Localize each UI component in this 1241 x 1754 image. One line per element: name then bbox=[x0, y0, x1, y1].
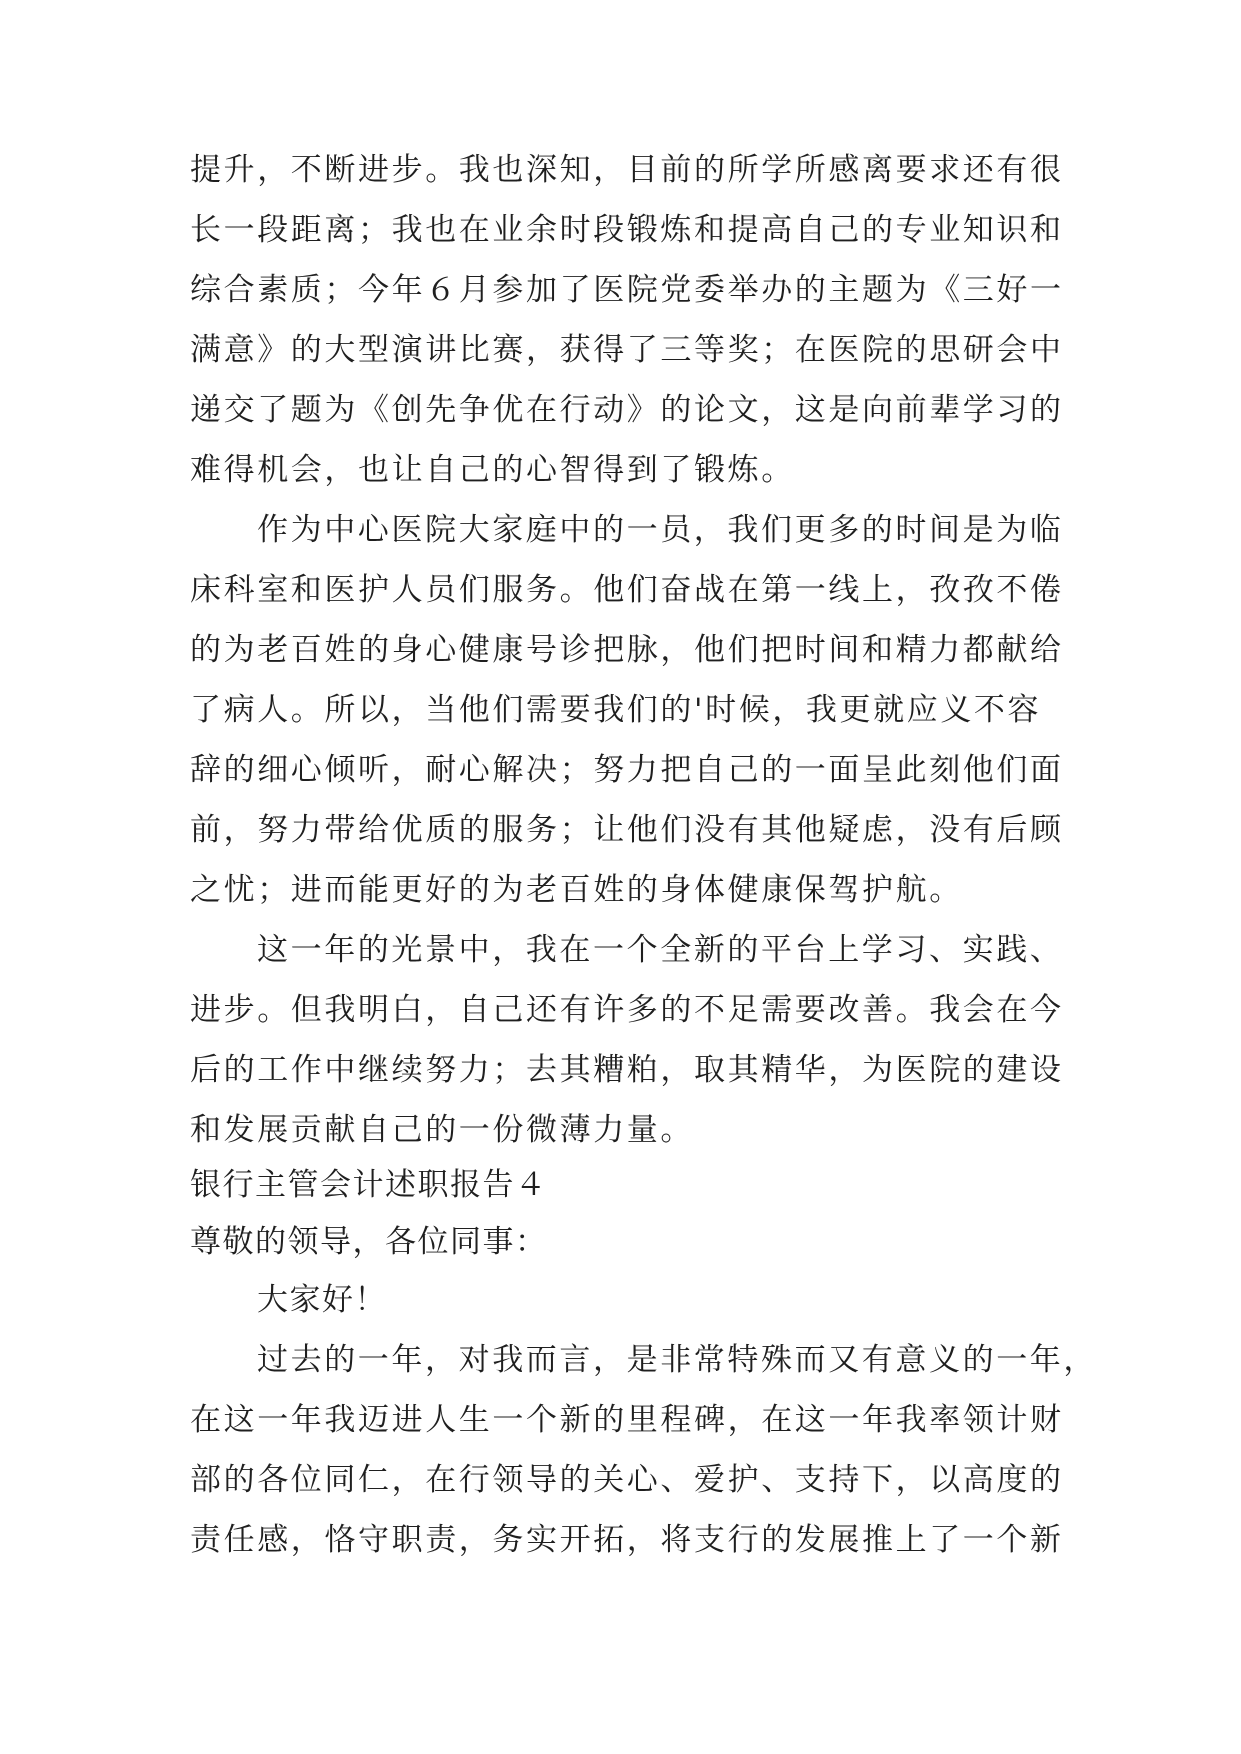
paragraph-line: 综合素质；今年６月参加了医院党委举办的主题为《三好一 bbox=[190, 272, 1064, 308]
paragraph-line: 辞的细心倾听，耐心解决；努力把自己的一面呈此刻他们面 bbox=[190, 752, 1064, 788]
paragraph-line: 进步。但我明白，自己还有许多的不足需要改善。我会在今 bbox=[190, 992, 1064, 1028]
paragraph-line: 作为中心医院大家庭中的一员，我们更多的时间是为临 bbox=[257, 512, 1064, 548]
paragraph-line: 部的各位同仁，在行领导的关心、爱护、支持下，以高度的 bbox=[190, 1462, 1064, 1498]
paragraph-line: 提升，不断进步。我也深知，目前的所学所感离要求还有很 bbox=[190, 152, 1064, 188]
paragraph-line: 的为老百姓的身心健康号诊把脉，他们把时间和精力都献给 bbox=[190, 632, 1064, 668]
greeting: 大家好！ bbox=[257, 1282, 387, 1318]
paragraph-line: 责任感，恪守职责，务实开拓，将支行的发展推上了一个新 bbox=[190, 1522, 1064, 1558]
paragraph-line: 和发展贡献自己的一份微薄力量。 bbox=[190, 1112, 694, 1148]
paragraph-line: 这一年的光景中，我在一个全新的平台上学习、实践、 bbox=[257, 932, 1064, 968]
paragraph-line: 床科室和医护人员们服务。他们奋战在第一线上，孜孜不倦 bbox=[190, 572, 1064, 608]
section-heading: 银行主管会计述职报告４ bbox=[190, 1167, 548, 1203]
paragraph-line: 在这一年我迈进人生一个新的里程碑，在这一年我率领计财 bbox=[190, 1402, 1064, 1438]
paragraph-line: 之忧；进而能更好的为老百姓的身体健康保驾护航。 bbox=[190, 872, 963, 908]
paragraph-line: 了病人。所以，当他们需要我们的'时候，我更就应义不容 bbox=[190, 692, 1042, 728]
paragraph-line: 递交了题为《创先争优在行动》的论文，这是向前辈学习的 bbox=[190, 392, 1064, 428]
paragraph-line: 难得机会，也让自己的心智得到了锻炼。 bbox=[190, 452, 795, 488]
paragraph-line: 前，努力带给优质的服务；让他们没有其他疑虑，没有后顾 bbox=[190, 812, 1064, 848]
paragraph-line: 满意》的大型演讲比赛，获得了三等奖；在医院的思研会中 bbox=[190, 332, 1064, 368]
paragraph-line: 长一段距离；我也在业余时段锻炼和提高自己的专业知识和 bbox=[190, 212, 1064, 248]
salutation: 尊敬的领导，各位同事： bbox=[190, 1224, 548, 1260]
paragraph-line: 后的工作中继续努力；去其糟粕，取其精华，为医院的建设 bbox=[190, 1052, 1064, 1088]
paragraph-line: 过去的一年，对我而言，是非常特殊而又有意义的一年， bbox=[257, 1342, 1097, 1378]
